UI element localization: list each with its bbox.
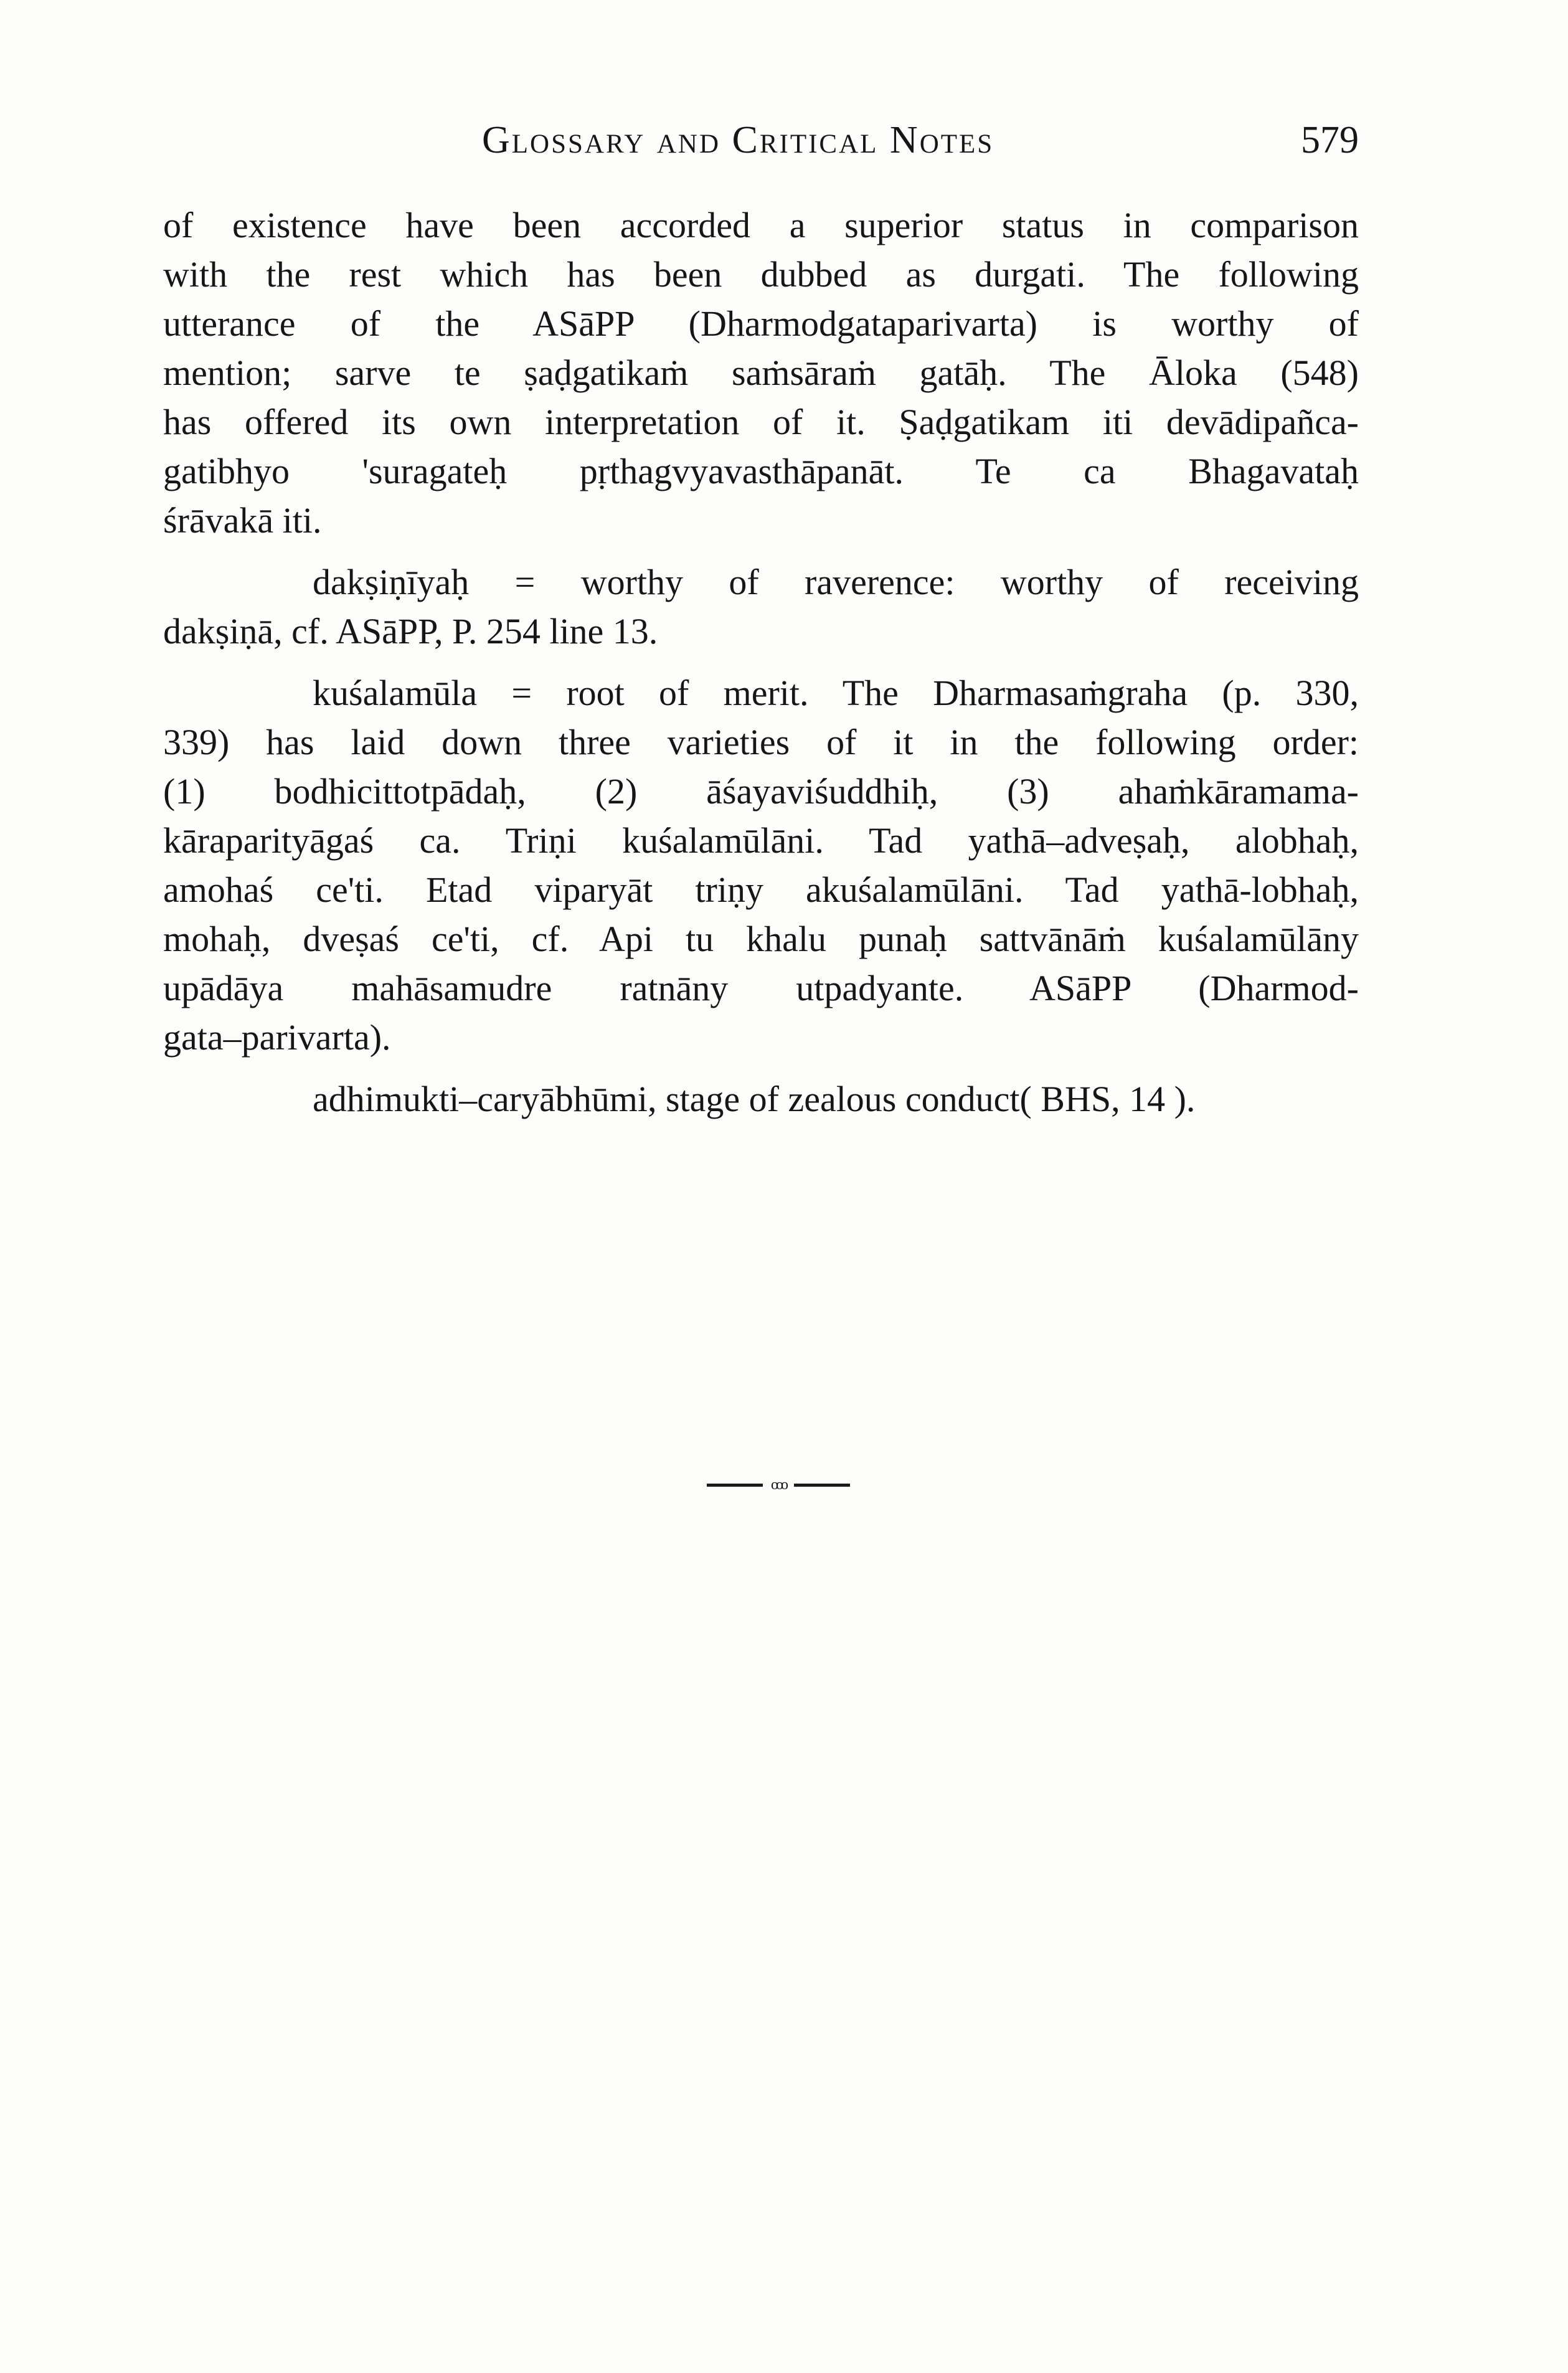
section-end-ornament (707, 1477, 850, 1493)
text-line: gata–parivarta). (163, 1017, 391, 1058)
text-line: 339) has laid down three varieties of it in the following order: (163, 722, 1359, 762)
text-line: kāraparityāgaś ca. Triṇi kuśalamūlāni. Tad yathā–adveṣaḥ, alobhaḥ, (163, 820, 1359, 861)
text-line: amohaś ce'ti. Etad viparyāt triṇy akuśalamūlāni. Tad yathā-lobhaḥ, (163, 869, 1359, 910)
text-line: śrāvakā iti. (163, 500, 322, 541)
text-line: (1) bodhicittotpādaḥ, (2) āśayaviśuddhiḥ, (3) ahaṁkāramama- (163, 771, 1359, 812)
ornament-rule-left (707, 1484, 763, 1487)
paragraph-existence (163, 201, 1359, 545)
paragraph-adhimukti (163, 1074, 1359, 1124)
text-line: kuśalamūla = root of merit. The Dharmasaṁgraha (p. 330, (313, 673, 1359, 713)
text-line: has offered its own interpretation of it. Ṣaḍgatikam iti devādipañca- (163, 402, 1359, 442)
text-line: mohaḥ, dveṣaś ce'ti, cf. Api tu khalu punaḥ sattvānāṁ kuśalamūlāny (163, 919, 1359, 959)
page-number: 579 (1301, 119, 1359, 161)
text-line: utterance of the ASāPP (Dharmodgataparivarta) is worthy of (163, 303, 1359, 344)
text-line: with the rest which has been dubbed as durgati. The following (163, 254, 1359, 295)
text-line: of existence have been accorded a superior status in comparison (163, 205, 1359, 245)
text-line: dakṣiṇā, cf. ASāPP, P. 254 line 13. (163, 611, 658, 651)
paragraph-daksiniyah (163, 557, 1359, 656)
ornament-rule-right (794, 1484, 850, 1487)
paragraph-kusalamula (163, 668, 1359, 1062)
body-text (163, 201, 1359, 1124)
text-line: upādāya mahāsamudre ratnāny utpadyante. ASāPP (Dharmod- (163, 968, 1359, 1008)
text-line: adhimukti–caryābhūmi, stage of zealous conduct( BHS, 14 ). (313, 1079, 1196, 1119)
running-head (163, 118, 1359, 168)
text-line: mention; sarve te ṣaḍgatikaṁ saṁsāraṁ gatāḥ. The Āloka (548) (163, 353, 1359, 393)
running-title: Glossary and Critical Notes (482, 119, 994, 161)
text-line: dakṣiṇīyaḥ = worthy of raverence: worthy of receiving (313, 562, 1359, 602)
ornament-beads: ooo (771, 1477, 786, 1493)
text-line: gatibhyo 'suragateḥ pṛthagvyavasthāpanāt. Te ca Bhagavataḥ (163, 451, 1359, 491)
